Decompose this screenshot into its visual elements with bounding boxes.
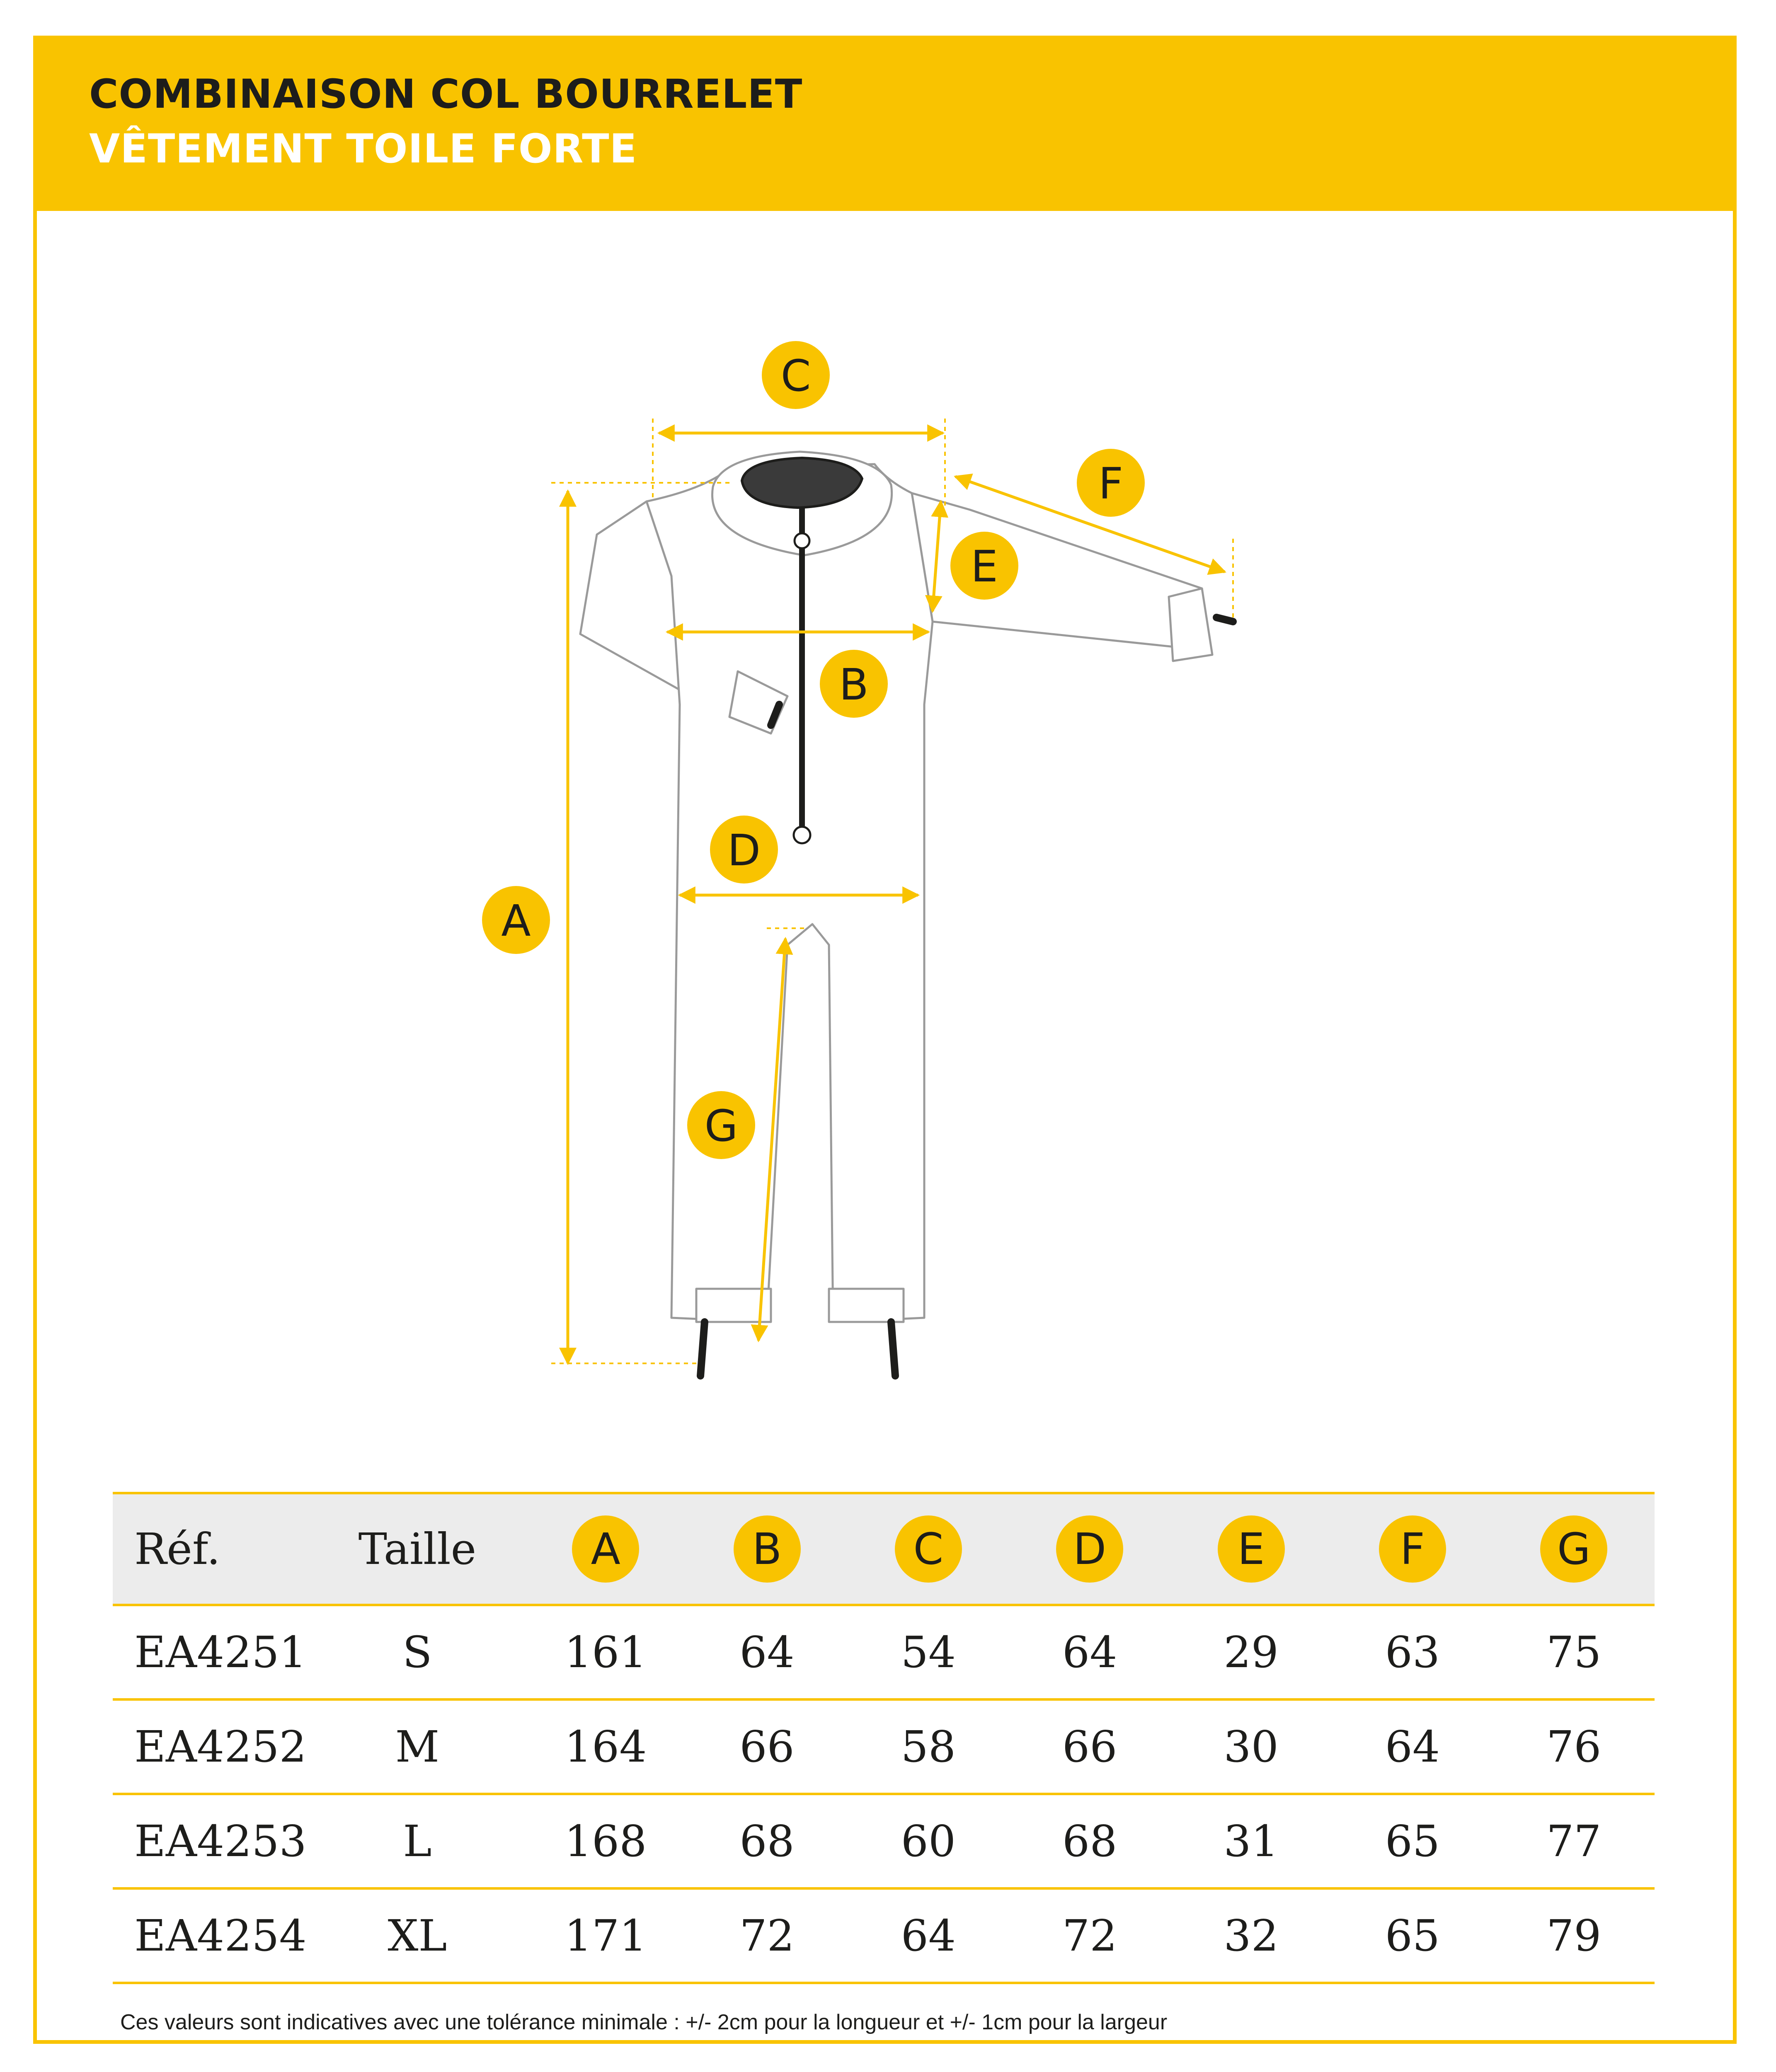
callout-g xyxy=(687,1091,755,1159)
cell-ref: EA4254 xyxy=(134,1910,307,1961)
cell-size: L xyxy=(403,1816,432,1866)
cell-size: M xyxy=(395,1721,440,1772)
cell-size: S xyxy=(402,1627,432,1677)
header-e xyxy=(1170,1515,1332,1583)
cell-c: 54 xyxy=(901,1627,956,1677)
cell-f: 65 xyxy=(1385,1910,1440,1961)
cell-e: 29 xyxy=(1224,1627,1279,1677)
badge-c: C xyxy=(895,1515,962,1583)
header-f xyxy=(1332,1515,1493,1583)
svg-text:F: F xyxy=(1098,458,1123,509)
svg-text:E: E xyxy=(971,541,998,592)
header-b xyxy=(686,1515,848,1583)
cell-d: 66 xyxy=(1062,1721,1117,1772)
svg-text:D: D xyxy=(727,825,761,876)
cell-c: 64 xyxy=(901,1910,956,1961)
cell-c: 60 xyxy=(901,1816,956,1866)
table-row xyxy=(113,1795,1655,1890)
cell-e: 31 xyxy=(1224,1816,1279,1866)
cell-b: 72 xyxy=(739,1910,795,1961)
callout-d xyxy=(710,816,778,884)
cell-b: 68 xyxy=(739,1816,795,1866)
cell-g: 76 xyxy=(1546,1721,1602,1772)
cell-g: 75 xyxy=(1546,1627,1602,1677)
badge-g: G xyxy=(1540,1515,1607,1583)
cell-ref: EA4252 xyxy=(134,1721,307,1772)
callout-f xyxy=(1077,449,1145,517)
cell-c: 58 xyxy=(901,1721,956,1772)
cell-g: 77 xyxy=(1546,1816,1602,1866)
table-row xyxy=(113,1606,1655,1701)
callout-e xyxy=(950,532,1018,600)
badge-e: E xyxy=(1218,1515,1285,1583)
cell-g: 79 xyxy=(1546,1910,1602,1961)
header-c xyxy=(848,1515,1009,1583)
cell-d: 64 xyxy=(1062,1627,1117,1677)
coverall-outline xyxy=(580,452,1212,1322)
header-size: Taille xyxy=(358,1524,477,1574)
table-header-row xyxy=(113,1492,1655,1606)
header-a xyxy=(525,1515,686,1583)
cell-ref: EA4253 xyxy=(134,1816,307,1866)
cell-d: 68 xyxy=(1062,1816,1117,1866)
product-subtitle: VÊTEMENT TOILE FORTE xyxy=(89,126,637,172)
badge-a: A xyxy=(572,1515,639,1583)
tolerance-footnote: Ces valeurs sont indicatives avec une tolérance minimale : +/- 2cm pour la longueur et +/- 1cm pour la largeur xyxy=(120,2010,1168,2034)
cell-f: 65 xyxy=(1385,1816,1440,1866)
callout-b xyxy=(820,650,888,718)
size-table xyxy=(113,1492,1655,1984)
cell-b: 64 xyxy=(739,1627,795,1677)
cell-a: 168 xyxy=(564,1816,647,1866)
table-row xyxy=(113,1890,1655,1984)
badge-f: F xyxy=(1379,1515,1446,1583)
cell-a: 164 xyxy=(564,1721,647,1772)
cell-size: XL xyxy=(388,1910,447,1961)
cell-f: 64 xyxy=(1385,1721,1440,1772)
cell-a: 161 xyxy=(564,1627,647,1677)
header-g xyxy=(1493,1515,1655,1583)
cell-f: 63 xyxy=(1385,1627,1440,1677)
product-title: COMBINAISON COL BOURRELET xyxy=(89,71,803,117)
callout-a xyxy=(482,886,550,954)
cell-a: 171 xyxy=(564,1910,647,1961)
svg-text:C: C xyxy=(780,351,811,401)
cell-e: 30 xyxy=(1224,1721,1279,1772)
cell-e: 32 xyxy=(1224,1910,1279,1961)
badge-d: D xyxy=(1056,1515,1123,1583)
svg-text:B: B xyxy=(839,659,869,710)
callout-c xyxy=(762,341,830,409)
header-d xyxy=(1009,1515,1170,1583)
svg-text:G: G xyxy=(704,1101,738,1151)
cell-d: 72 xyxy=(1062,1910,1117,1961)
badge-b: B xyxy=(734,1515,801,1583)
cell-ref: EA4251 xyxy=(134,1627,307,1677)
table-row xyxy=(113,1701,1655,1795)
svg-text:A: A xyxy=(501,896,531,946)
header-ref: Réf. xyxy=(134,1524,220,1574)
cell-b: 66 xyxy=(739,1721,795,1772)
